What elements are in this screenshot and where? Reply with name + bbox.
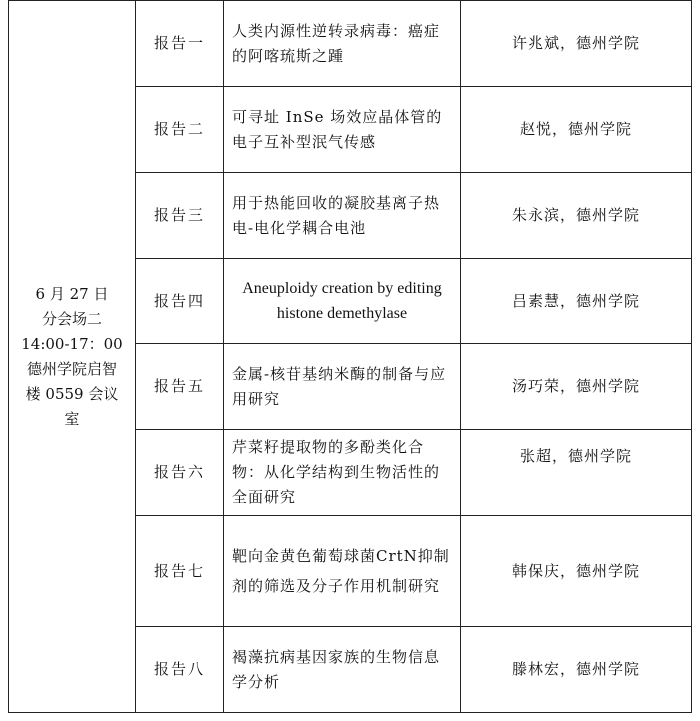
report-label: 报告八	[136, 627, 224, 713]
report-label: 报告七	[136, 516, 224, 627]
report-speaker: 朱永滨，德州学院	[461, 173, 692, 259]
report-speaker: 滕林宏，德州学院	[461, 627, 692, 713]
report-speaker: 张超，德州学院	[461, 430, 692, 516]
report-schedule-table	[8, 0, 692, 713]
report-label: 报告五	[136, 344, 224, 430]
session-location-line-1: 德州学院启智	[26, 359, 117, 378]
report-speaker: 吕素慧，德州学院	[461, 259, 692, 344]
report-topic: Aneuploidy creation by editing histone demethylase	[224, 259, 461, 344]
report-speaker: 韩保庆，德州学院	[461, 516, 692, 627]
session-info-cell	[9, 1, 136, 713]
report-topic: 芹菜籽提取物的多酚类化合物：从化学结构到生物活性的全面研究	[224, 430, 461, 516]
session-location-line-2: 楼 0559 会议	[25, 384, 119, 403]
report-label: 报告四	[136, 259, 224, 344]
report-label: 报告六	[136, 430, 224, 516]
report-topic: 人类内源性逆转录病毒：癌症的阿喀琉斯之踵	[224, 1, 461, 87]
report-topic: 可寻址 InSe 场效应晶体管的电子互补型泯气传感	[224, 87, 461, 173]
session-time: 14:00-17：00	[21, 334, 123, 353]
report-label: 报告三	[136, 173, 224, 259]
report-label: 报告一	[136, 1, 224, 87]
report-speaker: 赵悦，德州学院	[461, 87, 692, 173]
session-venue-name: 分会场二	[41, 309, 102, 328]
report-label: 报告二	[136, 87, 224, 173]
report-topic: 金属-核苷基纳米酶的制备与应用研究	[224, 344, 461, 430]
report-speaker: 汤巧荣，德州学院	[461, 344, 692, 430]
report-speaker: 许兆斌，德州学院	[461, 1, 692, 87]
table-row	[9, 1, 692, 87]
report-topic: 靶向金黄色葡萄球菌CrtN抑制剂的筛选及分子作用机制研究	[224, 516, 461, 627]
report-topic: 用于热能回收的凝胶基离子热电-电化学耦合电池	[224, 173, 461, 259]
report-topic: 褐藻抗病基因家族的生物信息学分析	[224, 627, 461, 713]
session-location-line-3: 室	[64, 409, 80, 428]
session-date: 6 月 27 日	[35, 284, 109, 303]
